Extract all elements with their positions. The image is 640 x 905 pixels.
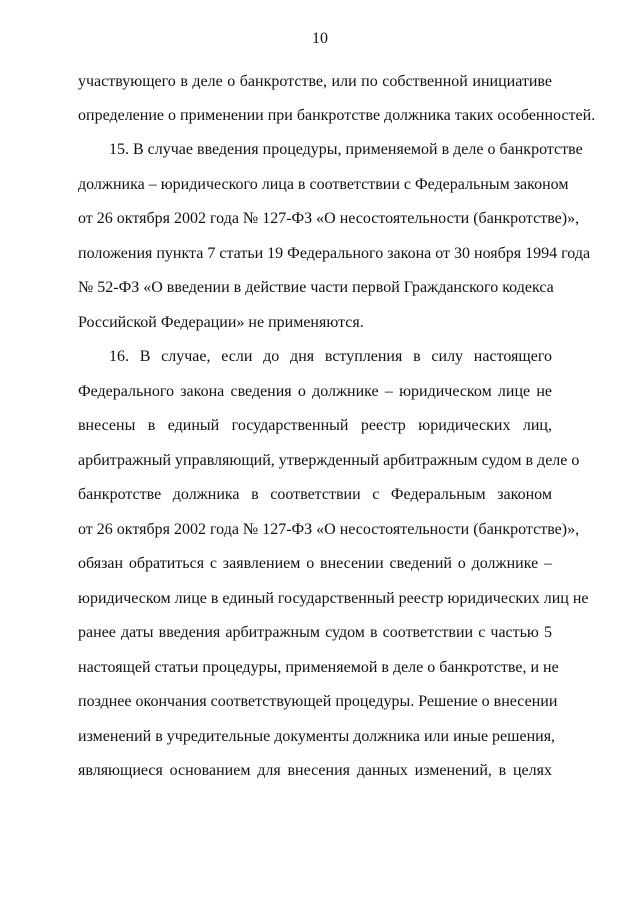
page-number: 10 — [312, 30, 328, 47]
text-line: банкротстве должника в соответствии с Федеральным законом — [78, 486, 552, 503]
text-line: обязан обратиться с заявлением о внесении сведений о должнике – — [78, 555, 552, 572]
text-line: № 52-ФЗ «О введении в действие части первой Гражданского кодекса — [78, 279, 554, 296]
paragraph-16-start: 16. В случае, если до дня вступления в силу настоящего — [109, 348, 552, 365]
text-line: арбитражный управляющий, утвержденный арбитражным судом в деле о — [78, 452, 580, 469]
text-line: Российской Федерации» не применяются. — [78, 314, 364, 331]
text-line: положения пункта 7 статьи 19 Федерального закона от 30 ноября 1994 года — [78, 245, 591, 262]
text-line: определение о применении при банкротстве должника таких особенностей. — [78, 107, 596, 124]
text-line: от 26 октября 2002 года № 127-ФЗ «О несостоятельности (банкротстве)», — [78, 521, 580, 538]
text-line: Федерального закона сведения о должнике – юридическом лице не — [78, 383, 552, 400]
text-line: ранее даты введения арбитражным судом в соответствии с частью 5 — [78, 624, 552, 641]
text-line: участвующего в деле о банкротстве, или по собственной инициативе — [78, 73, 552, 90]
text-line: позднее окончания соответствующей процедуры. Решение о внесении — [78, 693, 558, 710]
text-line: являющиеся основанием для внесения данных изменений, в целях — [78, 762, 552, 779]
text-line: должника – юридического лица в соответствии с Федеральным законом — [78, 176, 569, 193]
text-line: юридическом лице в единый государственный реестр юридических лиц не — [78, 590, 589, 607]
text-line: изменений в учредительные документы должника или иные решения, — [78, 728, 556, 745]
text-line: настоящей статьи процедуры, применяемой в деле о банкротстве, и не — [78, 659, 559, 676]
text-line: от 26 октября 2002 года № 127-ФЗ «О несостоятельности (банкротстве)», — [78, 210, 580, 227]
paragraph-15-start: 15. В случае введения процедуры, применяемой в деле о банкротстве — [109, 141, 583, 158]
text-line: внесены в единый государственный реестр юридических лиц, — [78, 417, 552, 434]
